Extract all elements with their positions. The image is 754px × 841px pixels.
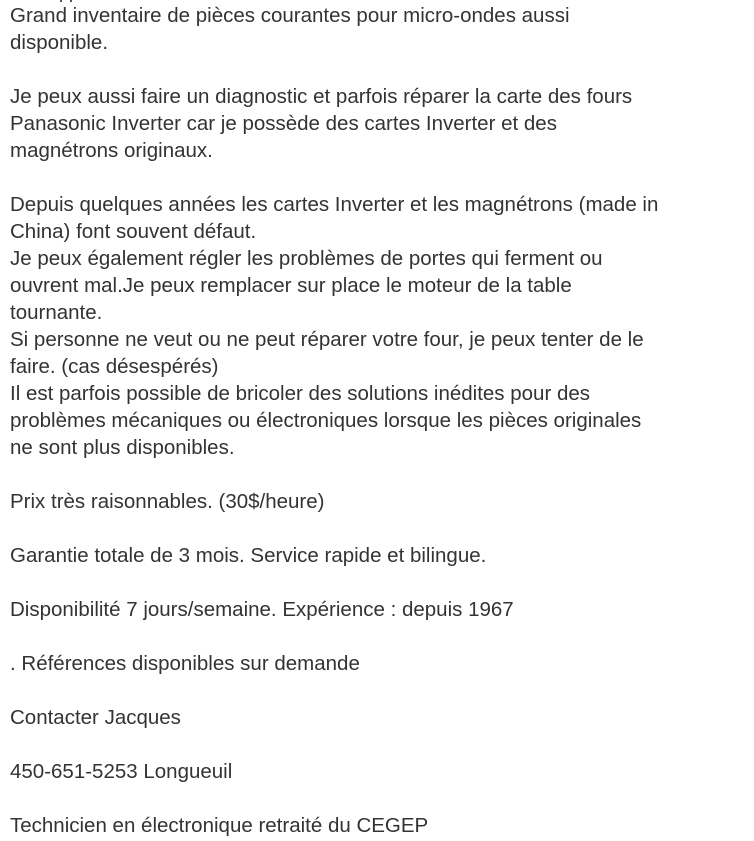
ad-text-body — [10, 2, 750, 839]
text-line: Il est parfois possible de bricoler des solutions inédites pour des — [10, 382, 591, 405]
text-line: ne sont plus disponibles. — [10, 436, 235, 459]
text-line: ouvrent mal.Je peux remplacer sur place le moteur de la table — [10, 274, 572, 297]
text-line: faire. (cas désespérés) — [10, 355, 219, 378]
price-line: Prix très raisonnables. (30$/heure) — [10, 490, 325, 513]
text-line: Je peux également régler les problèmes de portes qui ferment ou — [10, 247, 603, 270]
text-line: Depuis quelques années les cartes Inverter et les magnétrons (made in — [10, 193, 659, 216]
text-line: China) font souvent défaut. — [10, 220, 257, 243]
text-line: Panasonic Inverter car je possède des cartes Inverter et des — [10, 112, 557, 135]
references-line: . Références disponibles sur demande — [10, 652, 360, 675]
warranty-line: Garantie totale de 3 mois. Service rapide et bilingue. — [10, 544, 487, 567]
text-line: magnétrons originaux. — [10, 139, 213, 162]
text-line: tournante. — [10, 301, 103, 324]
text-line: problèmes mécaniques ou électroniques lorsque les pièces originales — [10, 409, 642, 432]
text-line: disponible. — [10, 31, 109, 54]
text-line: Si personne ne veut ou ne peut réparer votre four, je peux tenter de le — [10, 328, 644, 351]
text-line: Je peux aussi faire un diagnostic et parfois réparer la carte des fours — [10, 85, 633, 108]
availability-line: Disponibilité 7 jours/semaine. Expérience : depuis 1967 — [10, 598, 514, 621]
credentials-line: Technicien en électronique retraité du CEGEP — [10, 814, 429, 837]
phone-location-line: 450-651-5253 Longueuil — [10, 760, 233, 783]
text-line: Grand inventaire de pièces courantes pour micro-ondes aussi — [10, 4, 570, 27]
contact-name-line: Contacter Jacques — [10, 706, 181, 729]
